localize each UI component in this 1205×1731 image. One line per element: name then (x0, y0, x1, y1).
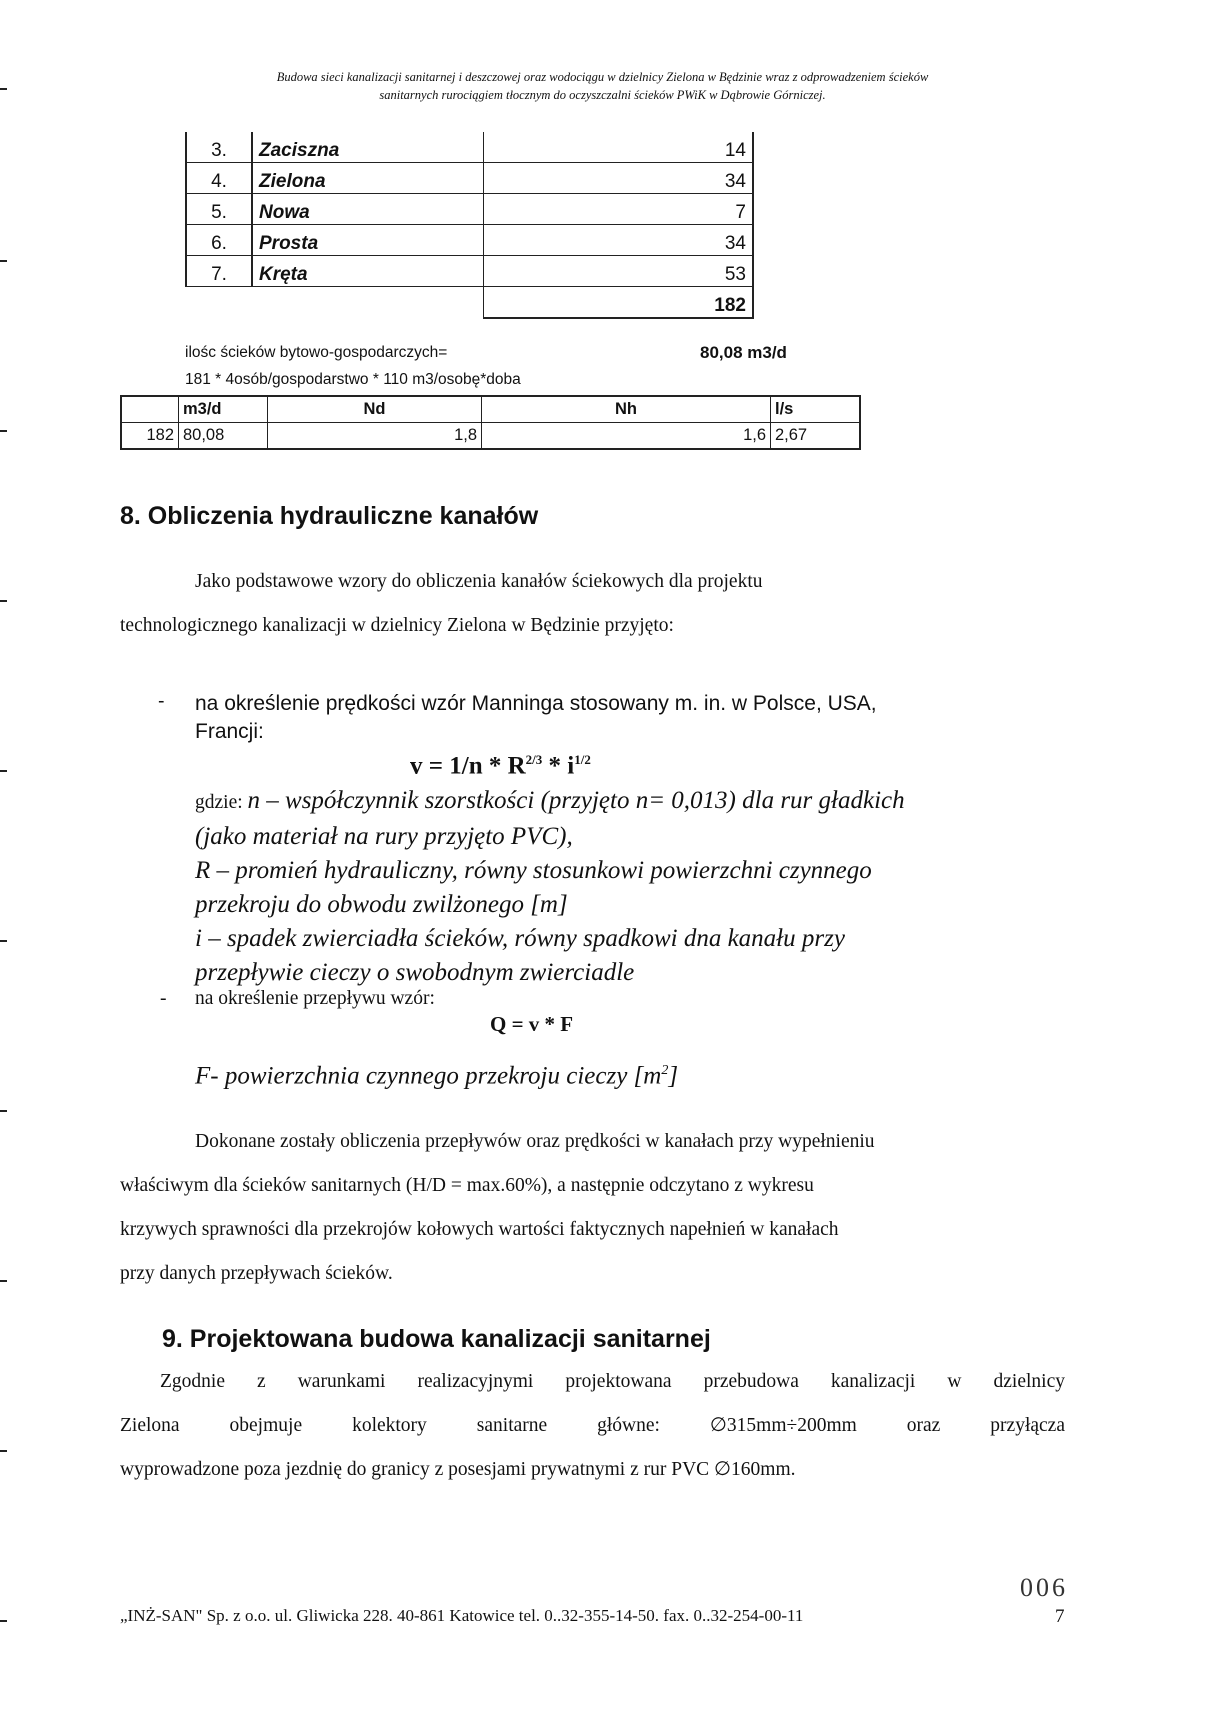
margin-tick (0, 260, 7, 262)
margin-tick (0, 1620, 7, 1622)
street-number: 7. (186, 256, 252, 287)
footer: „INŻ-SAN" Sp. z o.o. ul. Gliwicka 228. 40-861 Katowice tel. 0..32-355-14-50. fax. 0..32-254-00-11 (120, 1606, 804, 1625)
section-9-line-3: wyprowadzone poza jezdnię do granicy z posesjami prywatnymi z rur PVC ∅160mm. (120, 1459, 796, 1480)
flow-table-header-cell: m3/d (179, 396, 268, 423)
street-number: 4. (186, 163, 252, 194)
flow-value: 80,08 m3/d (700, 343, 787, 362)
section-8-para-1: Dokonane zostały obliczenia przepływów oraz prędkości w kanałach przy wypełnieniu (195, 1131, 875, 1152)
bullet-flow: na określenie przepływu wzór: (195, 988, 435, 1009)
table-row (186, 225, 753, 256)
margin-tick (0, 1280, 7, 1282)
street-name: Nowa (252, 194, 484, 225)
header-line-1: Budowa sieci kanalizacji sanitarnej i deszczowej oraz wodociągu w dzielnicy Zielona w Będzinie wraz z odprowadzeniem ścieków (276, 70, 929, 84)
streets-table (185, 132, 754, 319)
street-value: 7 (484, 194, 754, 225)
margin-tick (0, 1450, 7, 1452)
flow-table-cell: 80,08 (179, 423, 268, 450)
page-stamp: 006 (1020, 1573, 1068, 1602)
street-name: Prosta (252, 225, 484, 256)
flow-table-header-cell (121, 396, 179, 423)
table-row (186, 256, 753, 287)
flow-table-header (121, 396, 860, 423)
where-line-5: i – spadek zwierciadła ścieków, równy spadkowi dna kanału przy (195, 925, 845, 952)
section-9-line-2: Zielona obejmuje kolektory sanitarne główne: ∅315mm÷200mm oraz przyłącza (120, 1415, 1065, 1436)
bullet-manning (195, 690, 877, 746)
where-line-3: R – promień hydrauliczny, równy stosunkowi powierzchni czynnego (195, 857, 872, 884)
bullet-dash: - (158, 690, 165, 712)
formula-flow: Q = v * F (490, 1012, 574, 1036)
page-number: 7 (1055, 1606, 1065, 1627)
flow-table-row (121, 423, 860, 450)
section-9-title: 9. Projektowana budowa kanalizacji sanitarnej (162, 1325, 711, 1353)
section-8-para-2: właściwym dla ścieków sanitarnych (H/D = max.60%), a następnie odczytano z wykresu (120, 1175, 814, 1196)
flow-table-cell: 1,6 (482, 423, 771, 450)
section-8-para-3: krzywych sprawności dla przekrojów kołowych wartości faktycznych napełnień w kanałach (120, 1219, 839, 1240)
margin-tick (0, 430, 7, 432)
margin-tick (0, 940, 7, 942)
street-value: 14 (484, 132, 754, 163)
where-block (195, 784, 1095, 990)
where-line-4: przekroju do obwodu zwilżonego [m] (195, 891, 568, 918)
section-8-title: 8. Obliczenia hydrauliczne kanałów (120, 502, 539, 530)
section-8-para-4: przy danych przepływach ścieków. (120, 1263, 393, 1284)
margin-tick (0, 600, 7, 602)
bullet-dash: - (160, 988, 167, 1009)
flow-table (120, 395, 861, 450)
margin-tick (0, 770, 7, 772)
where-line-2: (jako materiał na rury przyjęto PVC), (195, 823, 573, 850)
flow-table-header-cell: l/s (771, 396, 861, 423)
street-value: 34 (484, 225, 754, 256)
street-number: 6. (186, 225, 252, 256)
streets-total-row (186, 287, 753, 319)
section-8-intro-2: technologicznego kanalizacji w dzielnicy Zielona w Będzinie przyjęto: (120, 615, 674, 636)
street-number: 5. (186, 194, 252, 225)
f-definition: F- powierzchnia czynnego przekroju cieczy $[m^2]$ (195, 1062, 679, 1090)
table-row (186, 194, 753, 225)
flow-label: ilośc ścieków bytowo-gospodarczych= (185, 344, 448, 361)
header-line-2: sanitarnych rurociągiem tłocznym do oczyszczalni ścieków PWiK w Dąbrowie Górniczej. (379, 88, 826, 102)
streets-total: 182 (484, 287, 754, 319)
margin-tick (0, 1110, 7, 1112)
street-name: Kręta (252, 256, 484, 287)
flow-table-cell: 182 (121, 423, 179, 450)
street-name: Zaciszna (252, 132, 484, 163)
where-line-6: przepływie cieczy o swobodnym zwierciadle (195, 959, 635, 986)
flow-table-cell: 1,8 (268, 423, 482, 450)
flow-table-header-cell: Nh (482, 396, 771, 423)
bullet-manning-line-1: na określenie prędkości wzór Manninga stosowany m. in. w Polsce, USA, (195, 692, 877, 715)
street-name: Zielona (252, 163, 484, 194)
flow-formula: 181 * 4osób/gospodarstwo * 110 m3/osobę*doba (185, 371, 521, 388)
flow-table-cell: 2,67 (771, 423, 861, 450)
flow-table-header-cell: Nd (268, 396, 482, 423)
formula-manning: $v = 1/n * R^{2/3} * i^{1/2}$ (410, 752, 591, 780)
where-line-1: gdzie: n – współczynnik szorstkości (przyjęto n= 0,013) dla rur gładkich (195, 787, 905, 814)
document-header (0, 68, 1205, 104)
street-value: 34 (484, 163, 754, 194)
bullet-manning-line-2: Francji: (195, 720, 264, 743)
street-number: 3. (186, 132, 252, 163)
table-row (186, 132, 753, 163)
section-9-line-1: Zgodnie z warunkami realizacyjnymi projektowana przebudowa kanalizacji w dzielnicy (160, 1371, 1065, 1392)
section-8-intro-1: Jako podstawowe wzory do obliczenia kanałów ściekowych dla projektu (195, 571, 763, 592)
street-value: 53 (484, 256, 754, 287)
table-row (186, 163, 753, 194)
